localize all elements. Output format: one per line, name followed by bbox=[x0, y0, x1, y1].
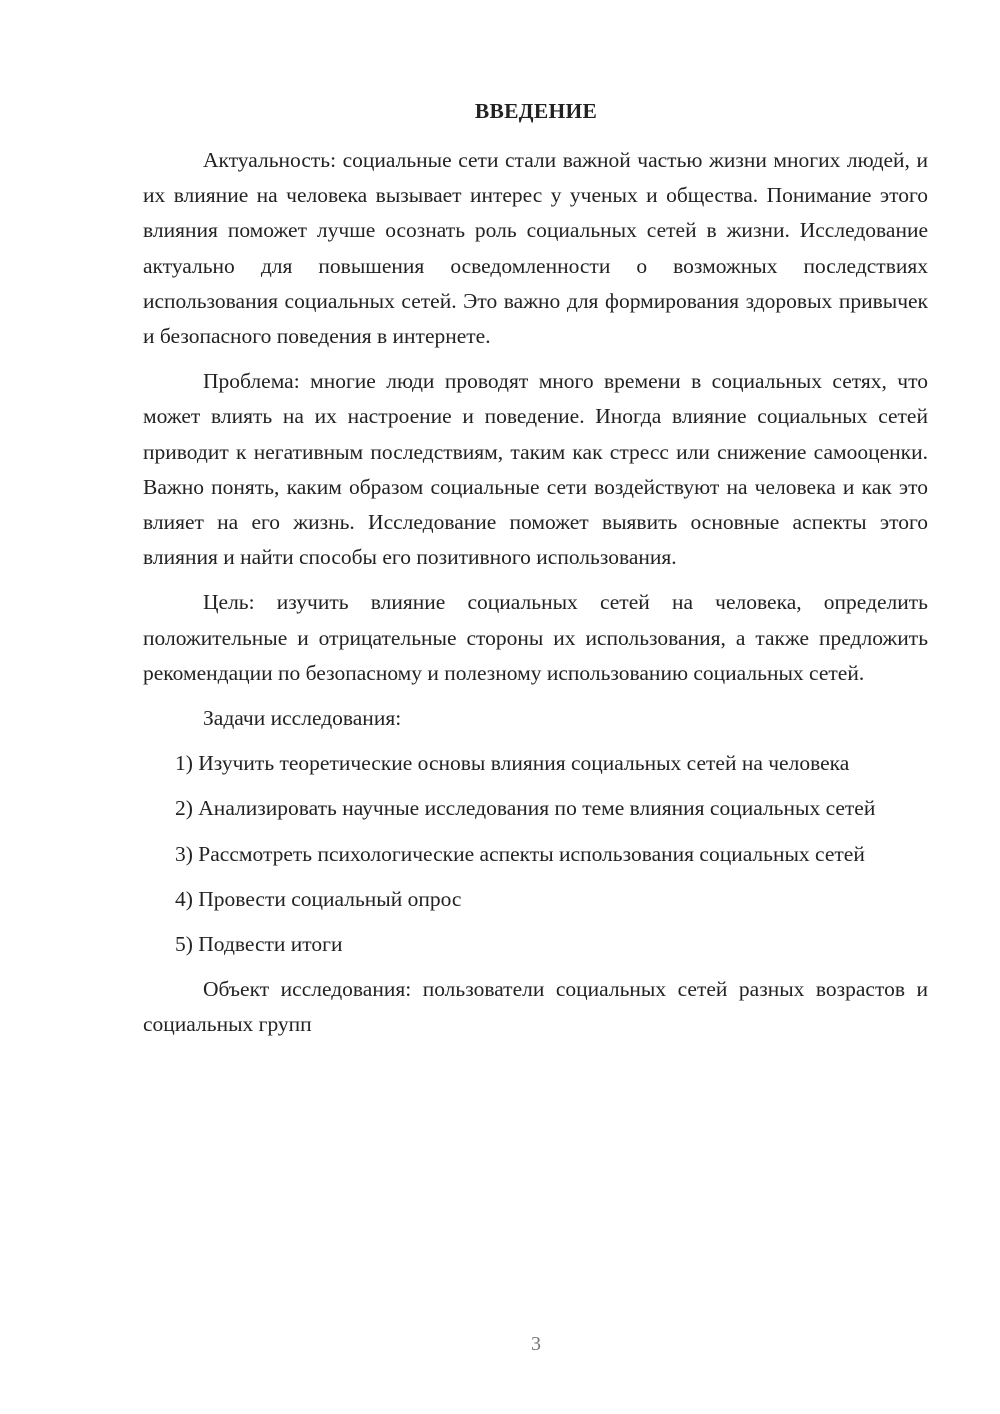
task-item-4: 4) Провести социальный опрос bbox=[175, 886, 462, 911]
goal-paragraph: Цель: изучить влияние социальных сетей на человека, определить положительные и отрицательные стороны их использования, а также предложить рекомендации по безопасному и полезному использованию социальных сетей. bbox=[143, 590, 928, 685]
tasks-heading: Задачи исследования: bbox=[203, 706, 402, 731]
problem-paragraph: Проблема: многие люди проводят много времени в социальных сетях, что может влиять на их настроение и поведение. Иногда влияние социальных сетей приводит к негативным последствиям, таким как стресс или снижение самооценки. Важно понять, каким образом социальные сети воздействуют на человека и как это влияет на его жизнь. Исследование поможет выявить основные аспекты этого влияния и найти способы его позитивного использования. bbox=[143, 369, 928, 570]
page-number: 3 bbox=[531, 1333, 541, 1355]
task-list bbox=[143, 746, 928, 962]
task-item-1: 1) Изучить теоретические основы влияния социальных сетей на человека bbox=[175, 751, 850, 776]
task-item-5: 5) Подвести итоги bbox=[175, 932, 343, 957]
task-item-2: 2) Анализировать научные исследования по теме влияния социальных сетей bbox=[175, 796, 876, 821]
document-body bbox=[143, 143, 928, 1053]
object-paragraph: Объект исследования: пользователи социальных сетей разных возрастов и социальных групп bbox=[143, 977, 928, 1037]
task-item-3: 3) Рассмотреть психологические аспекты использования социальных сетей bbox=[175, 841, 865, 866]
section-heading: ВВЕДЕНИЕ bbox=[474, 99, 598, 123]
relevance-paragraph: Актуальность: социальные сети стали важной частью жизни многих людей, и их влияние на человека вызывает интерес у ученых и общества. Понимание этого влияния поможет лучше осознать роль социальных сетей в жизни. Исследование актуально для повышения осведомленности о возможных последствиях использования социальных сетей. Это важно для формирования здоровых привычек и безопасного поведения в интернете. bbox=[143, 148, 928, 349]
